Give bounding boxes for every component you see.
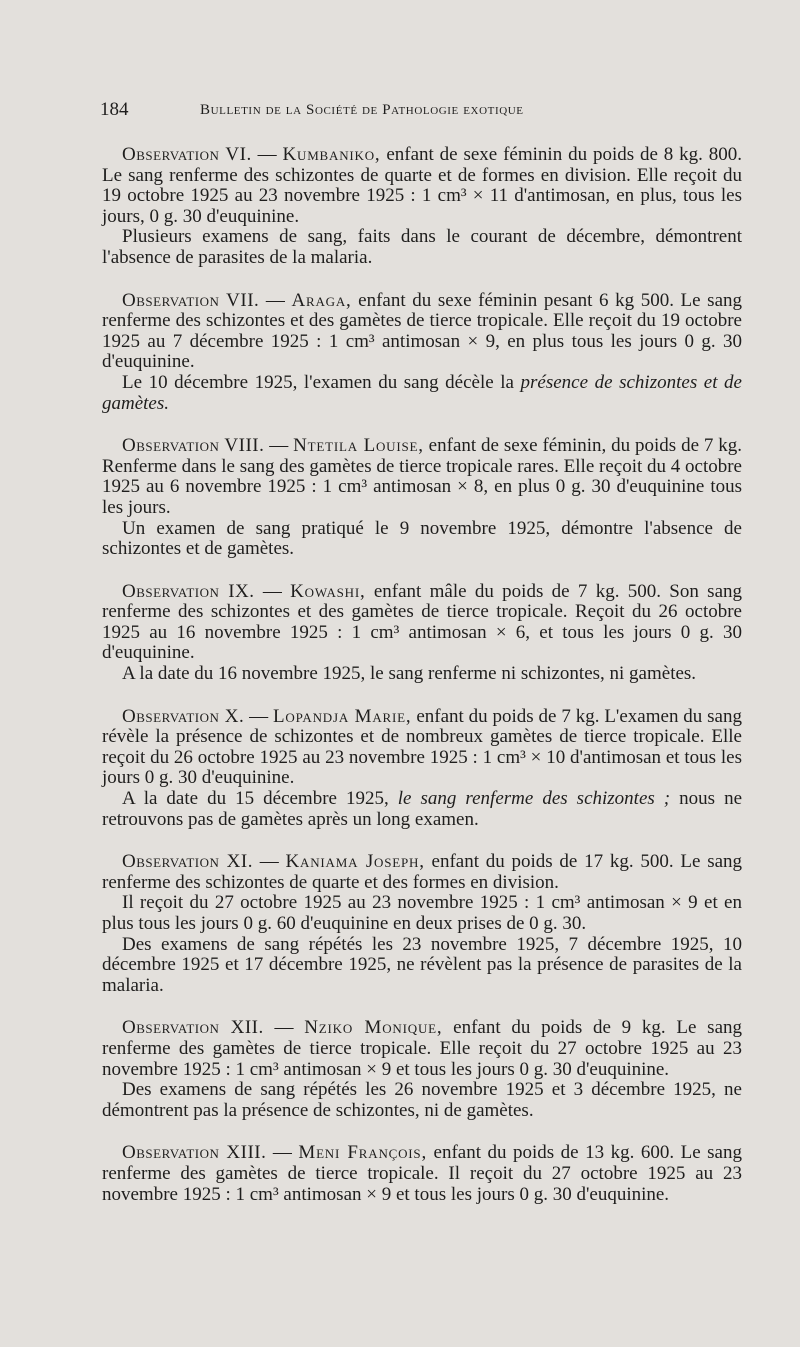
observation-label: Observation X. bbox=[122, 705, 245, 727]
observation-text: nous ne retrouvons pas de gamètes après un long examen. bbox=[102, 788, 743, 830]
observation-xiii bbox=[102, 1143, 742, 1205]
observation-text: enfant du poids de 17 kg. 500. Le sang renferme des schizontes de quarte et des formes en division. bbox=[102, 851, 743, 893]
observation-ix bbox=[102, 582, 742, 685]
running-head bbox=[100, 99, 750, 129]
patient-name: Araga, bbox=[291, 289, 352, 311]
patient-name: Nziko Monique, bbox=[304, 1017, 443, 1039]
journal-title: Bulletin de la Société de Pathologie exotique bbox=[200, 102, 524, 118]
observation-paragraph: Des examens de sang répétés les 23 novembre 1925, 7 décembre 1925, 10 décembre 1925 et 17 décembre 1925, ne révèlent pas la présence de parasites de la malaria. bbox=[102, 933, 742, 996]
observation-text: enfant de sexe féminin du poids de 8 kg. 800. Le sang renferme des schizontes de quarte et de formes en division. Elle reçoit du 19 octobre 1925 au 23 novembre 1925 : 1 cm³ × 11 d'antimosan, en plus, tous les jours, 0 g. 30 d'euquinine. bbox=[102, 144, 743, 227]
emphasized-text: présence de schizontes et de gamètes. bbox=[102, 371, 742, 414]
page-number: 184 bbox=[100, 99, 129, 120]
observation-vii bbox=[102, 291, 742, 415]
observation-text: enfant du poids de 9 kg. Le sang renferme des gamètes de tierce tropicale. Elle reçoit du 27 octobre 1925 au 23 novembre 1925 : 1 cm³ antimosan × 9 et tous les jours 0 g. 30 d'euquinine. bbox=[102, 1017, 743, 1080]
observation-paragraph: Il reçoit du 27 octobre 1925 au 23 novembre 1925 : 1 cm³ antimosan × 9 et en plus tous les jours 0 g. 60 d'euquinine en deux prises de 0 g. 30. bbox=[102, 892, 742, 934]
observation-text: enfant du sexe féminin pesant 6 kg 500. Le sang renferme des schizontes et des gamètes de tierce tropicale. Elle reçoit du 19 octobre 1925 au 7 décembre 1925 : 1 cm³ antimosan × 9, en plus tous les jours 0 g. 30 d'euquinine. bbox=[102, 289, 742, 373]
observation-text: Le 10 décembre 1925, l'examen du sang décèle la bbox=[122, 371, 521, 393]
observation-paragraph bbox=[102, 373, 742, 414]
observation-text: enfant du poids de 13 kg. 600. Le sang renferme des gamètes de tierce tropicale. Il reçoit du 27 octobre 1925 au 23 novembre 1925 : 1 cm³ antimosan × 9 et tous les jours 0 g. 30 d'euquinine. bbox=[102, 1142, 742, 1205]
patient-name: Kaniama Joseph, bbox=[285, 851, 425, 873]
observation-xi bbox=[102, 852, 742, 996]
observation-paragraph bbox=[102, 789, 742, 830]
observation-paragraph: Des examens de sang répétés les 26 novembre 1925 et 3 décembre 1925, ne démontrent pas la présence de schizontes, ni de gamètes. bbox=[102, 1079, 742, 1121]
observation-text: enfant mâle du poids de 7 kg. 500. Son sang renferme des schizontes et des gamètes de tierce tropicale. Reçoit du 26 octobre 1925 au 16 novembre 1925 : 1 cm³ antimosan × 6, et tous les jours 0 g. 30 d'euquinine. bbox=[102, 580, 742, 664]
observation-label: Observation XII. bbox=[122, 1017, 264, 1039]
observation-label: Observation IX. bbox=[122, 580, 255, 602]
patient-name: Meni François, bbox=[298, 1142, 428, 1164]
observation-paragraph: Observation IX. — Kowashi, enfant mâle du poids de 7 kg. 500. Son sang renferme des schizontes et des gamètes de tierce tropicale. Reçoit du 26 octobre 1925 au 16 novembre 1925 : 1 cm³ antimosan × 6, et tous les jours 0 g. 30 d'euquinine. bbox=[102, 580, 742, 664]
observation-paragraph: Observation VIII. — Ntetila Louise, enfant de sexe féminin, du poids de 7 kg. Renferme dans le sang des gamètes de tierce tropicale rares. Elle reçoit du 4 octobre 1925 au 6 novembre 1925 : 1 cm³ antimosan × 8, en plus 0 g. 30 d'euquinine tous les jours. bbox=[102, 435, 742, 518]
observation-label: Observation VII. bbox=[122, 289, 260, 311]
observation-paragraph: Observation XIII. — Meni François, enfant du poids de 13 kg. 600. Le sang renferme des gamètes de tierce tropicale. Il reçoit du 27 octobre 1925 au 23 novembre 1925 : 1 cm³ antimosan × 9 et tous les jours 0 g. 30 d'euquinine. bbox=[102, 1142, 742, 1205]
observation-label: Observation XI. bbox=[122, 851, 253, 873]
observation-paragraph: Plusieurs examens de sang, faits dans le courant de décembre, démontrent l'absence de parasites de la malaria. bbox=[102, 226, 742, 268]
observation-paragraph: Observation XI. — Kaniama Joseph, enfant du poids de 17 kg. 500. Le sang renferme des schizontes de quarte et des formes en division. bbox=[102, 851, 743, 893]
observation-label: Observation XIII. bbox=[122, 1142, 267, 1164]
observation-text: A la date du 15 décembre 1925, bbox=[122, 788, 398, 810]
patient-name: Lopandja Marie, bbox=[272, 705, 412, 727]
observation-label: Observation VI. bbox=[122, 144, 252, 165]
observation-x bbox=[102, 707, 742, 831]
body-text bbox=[102, 145, 742, 1227]
emphasized-text: le sang renferme des schizontes ; bbox=[397, 788, 671, 810]
observation-paragraph: Observation XII. — Nziko Monique, enfant du poids de 9 kg. Le sang renferme des gamètes de tierce tropicale. Elle reçoit du 27 octobre 1925 au 23 novembre 1925 : 1 cm³ antimosan × 9 et tous les jours 0 g. 30 d'euquinine. bbox=[102, 1017, 743, 1080]
observation-vi bbox=[102, 145, 742, 269]
patient-name: Ntetila Louise, bbox=[293, 435, 424, 457]
observation-paragraph: Observation X. — Lopandja Marie, enfant du poids de 7 kg. L'examen du sang révèle la présence de schizontes et de nombreux gamètes de tierce tropicale. Elle reçoit du 26 octobre 1925 au 23 novembre 1925 : 1 cm³ × 10 d'antimosan et tous les jours 0 g. 30 d'euquinine. bbox=[102, 705, 742, 789]
observation-text: enfant de sexe féminin, du poids de 7 kg. Renferme dans le sang des gamètes de tierce tropicale rares. Elle reçoit du 4 octobre 1925 au 6 novembre 1925 : 1 cm³ antimosan × 8, en plus 0 g. 30 d'euquinine tous les jours. bbox=[102, 435, 742, 518]
patient-name: Kowashi, bbox=[290, 580, 366, 602]
observation-xii bbox=[102, 1018, 742, 1121]
observation-text: enfant du poids de 7 kg. L'examen du sang révèle la présence de schizontes et de nombreux gamètes de tierce tropicale. Elle reçoit du 26 octobre 1925 au 23 novembre 1925 : 1 cm³ × 10 d'antimosan et tous les jours 0 g. 30 d'euquinine. bbox=[102, 705, 742, 789]
observation-paragraph: Un examen de sang pratiqué le 9 novembre 1925, démontre l'absence de schizontes et de gamètes. bbox=[102, 517, 742, 560]
patient-name: Kumbaniko, bbox=[282, 144, 381, 165]
observation-label: Observation VIII. bbox=[122, 435, 265, 457]
observation-paragraph: A la date du 16 novembre 1925, le sang renferme ni schizontes, ni gamètes. bbox=[122, 663, 697, 685]
observation-paragraph: Observation VI. — Kumbaniko, enfant de sexe féminin du poids de 8 kg. 800. Le sang renferme des schizontes de quarte et de formes en division. Elle reçoit du 19 octobre 1925 au 23 novembre 1925 : 1 cm³ × 11 d'antimosan, en plus, tous les jours, 0 g. 30 d'euquinine. bbox=[102, 144, 743, 227]
observation-paragraph: Observation VII. — Araga, enfant du sexe féminin pesant 6 kg 500. Le sang renferme des schizontes et des gamètes de tierce tropicale. Elle reçoit du 19 octobre 1925 au 7 décembre 1925 : 1 cm³ antimosan × 9, en plus tous les jours 0 g. 30 d'euquinine. bbox=[102, 289, 742, 373]
observation-viii bbox=[102, 436, 742, 560]
